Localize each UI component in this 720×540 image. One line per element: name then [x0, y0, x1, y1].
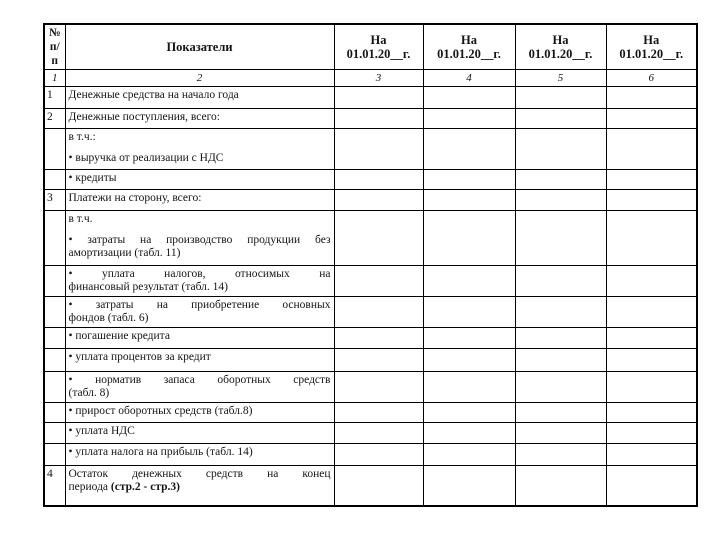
column-number: 3: [334, 70, 423, 87]
table-row: [44, 266, 697, 297]
value-cell: [423, 190, 515, 211]
row-number-cell: [44, 444, 65, 466]
value-cell: [334, 266, 423, 297]
value-cell: [606, 266, 697, 297]
value-cell: [423, 170, 515, 190]
value-cell: [423, 297, 515, 328]
text-line: • прирост оборотных средств (табл.8): [68, 405, 253, 417]
text-line: • уплата налогов, относимых на: [68, 268, 331, 280]
value-cell: [515, 129, 606, 170]
value-cell: [515, 444, 606, 466]
text-line: Остаток денежных средств на конец: [68, 468, 331, 480]
header-text-line: На: [643, 33, 660, 47]
col-header-date-3: [515, 24, 606, 70]
row-number-cell: [44, 349, 65, 372]
value-cell: [515, 349, 606, 372]
value-cell: [423, 328, 515, 349]
value-cell: [606, 297, 697, 328]
value-cell: [606, 444, 697, 466]
header-text-line: №: [48, 27, 61, 39]
text-line: амортизации (табл. 11): [68, 247, 181, 259]
value-cell: [606, 87, 697, 109]
col-header-num: [44, 24, 65, 70]
row-number-cell: [44, 297, 65, 328]
value-cell: [423, 87, 515, 109]
value-cell: [606, 403, 697, 423]
value-cell: [334, 403, 423, 423]
value-cell: [423, 129, 515, 170]
text-line: Денежные средства на начало года: [68, 89, 239, 101]
header-row: [44, 24, 697, 70]
table-row: [44, 466, 697, 506]
value-cell: [606, 211, 697, 266]
table-row: [44, 129, 697, 170]
row-number-cell: [44, 423, 65, 444]
row-number-cell: [44, 403, 65, 423]
text-line: • уплата налога на прибыль (табл. 14): [68, 446, 253, 458]
header-text-line: На: [370, 33, 387, 47]
text-line: в т.ч.:: [68, 131, 96, 143]
value-cell: [515, 466, 606, 506]
indicator-cell: [65, 403, 334, 423]
value-cell: [515, 328, 606, 349]
value-cell: [334, 423, 423, 444]
value-cell: [423, 266, 515, 297]
value-cell: [334, 444, 423, 466]
col-header-date-1: [334, 24, 423, 70]
indicator-cell: [65, 297, 334, 328]
value-cell: [334, 297, 423, 328]
table-row: [44, 211, 697, 266]
text-segment: периода: [68, 481, 111, 493]
text-segment-bold: (стр.2 - стр.3): [110, 481, 180, 493]
value-cell: [423, 349, 515, 372]
table-row: [44, 87, 697, 109]
header-text-line: 01.01.20__г.: [528, 47, 593, 61]
value-cell: [515, 297, 606, 328]
value-cell: [606, 170, 697, 190]
table-row: [44, 423, 697, 444]
value-cell: [515, 211, 606, 266]
value-cell: [423, 109, 515, 129]
indicator-cell: [65, 372, 334, 403]
indicator-cell: [65, 211, 334, 266]
header-text-line: На: [461, 33, 477, 47]
column-number: 4: [423, 70, 515, 87]
value-cell: [515, 87, 606, 109]
value-cell: [334, 349, 423, 372]
value-cell: [606, 372, 697, 403]
value-cell: [334, 190, 423, 211]
text-line: • норматив запаса оборотных средств: [68, 374, 331, 386]
column-number: 1: [44, 70, 65, 87]
indicator-cell: [65, 423, 334, 444]
text-line: Платежи на сторону, всего:: [68, 192, 202, 204]
text-line: • выручка от реализации с НДС: [68, 152, 224, 164]
indicator-cell: [65, 328, 334, 349]
row-number-cell: 2: [44, 109, 65, 129]
value-cell: [606, 349, 697, 372]
row-number-cell: 1: [44, 87, 65, 109]
value-cell: [515, 403, 606, 423]
row-number-cell: 4: [44, 466, 65, 506]
table-row: [44, 328, 697, 349]
value-cell: [515, 372, 606, 403]
value-cell: [423, 372, 515, 403]
value-cell: [515, 266, 606, 297]
value-cell: [423, 444, 515, 466]
value-cell: [515, 423, 606, 444]
text-line: • уплата процентов за кредит: [68, 351, 211, 363]
indicator-cell: [65, 87, 334, 109]
indicator-cell: [65, 190, 334, 211]
indicator-cell: [65, 349, 334, 372]
text-line: • затраты на производство продукции без: [68, 234, 331, 246]
row-number-cell: [44, 372, 65, 403]
table-row: [44, 190, 697, 211]
cash-flow-table: [43, 23, 698, 507]
value-cell: [334, 328, 423, 349]
col-header-date-2: [423, 24, 515, 70]
value-cell: [606, 328, 697, 349]
value-cell: [423, 423, 515, 444]
value-cell: [606, 129, 697, 170]
row-number-cell: 3: [44, 190, 65, 211]
row-number-cell: [44, 170, 65, 190]
value-cell: [515, 109, 606, 129]
value-cell: [334, 211, 423, 266]
indicator-cell: [65, 266, 334, 297]
table-row: [44, 297, 697, 328]
value-cell: [606, 190, 697, 211]
table-row: [44, 444, 697, 466]
value-cell: [334, 109, 423, 129]
text-line: в т.ч.: [68, 213, 93, 225]
value-cell: [334, 129, 423, 170]
value-cell: [606, 109, 697, 129]
value-cell: [515, 190, 606, 211]
header-text-line: 01.01.20__г.: [619, 47, 684, 61]
column-numbering-row: [44, 70, 697, 87]
text-line: Денежные поступления, всего:: [68, 111, 221, 123]
header-text-line: На: [552, 33, 569, 47]
text-line: финансовый результат (табл. 14): [68, 281, 229, 293]
header-text-line: 01.01.20__г.: [346, 47, 411, 61]
value-cell: [334, 372, 423, 403]
row-number-cell: [44, 328, 65, 349]
column-number: 2: [65, 70, 334, 87]
text-line: (табл. 8): [68, 387, 110, 399]
row-number-cell: [44, 211, 65, 266]
value-cell: [515, 170, 606, 190]
text-line: фондов (табл. 6): [68, 312, 149, 324]
table-row: [44, 170, 697, 190]
col-header-date-4: [606, 24, 697, 70]
column-number: 5: [515, 70, 606, 87]
indicator-cell: [65, 444, 334, 466]
value-cell: [606, 423, 697, 444]
text-line: [69, 481, 331, 494]
value-cell: [423, 466, 515, 506]
indicator-cell: [65, 170, 334, 190]
indicator-cell: [65, 466, 334, 506]
value-cell: [334, 170, 423, 190]
value-cell: [606, 466, 697, 506]
value-cell: [334, 87, 423, 109]
row-number-cell: [44, 266, 65, 297]
table-row: [44, 372, 697, 403]
text-line: • кредиты: [68, 172, 117, 184]
indicator-cell: [65, 129, 334, 170]
header-text-line: п/п: [49, 41, 60, 67]
text-line: • уплата НДС: [68, 425, 135, 437]
text-line: • затраты на приобретение основных: [68, 299, 331, 311]
value-cell: [423, 403, 515, 423]
table-row: [44, 109, 697, 129]
table-row: [44, 349, 697, 372]
row-number-cell: [44, 129, 65, 170]
value-cell: [423, 211, 515, 266]
indicator-cell: [65, 109, 334, 129]
value-cell: [334, 466, 423, 506]
table-row: [44, 403, 697, 423]
text-line: • погашение кредита: [68, 330, 170, 342]
header-text-line: 01.01.20__г.: [437, 47, 501, 61]
col-header-indicators: Показатели: [65, 24, 334, 70]
column-number: 6: [606, 70, 697, 87]
